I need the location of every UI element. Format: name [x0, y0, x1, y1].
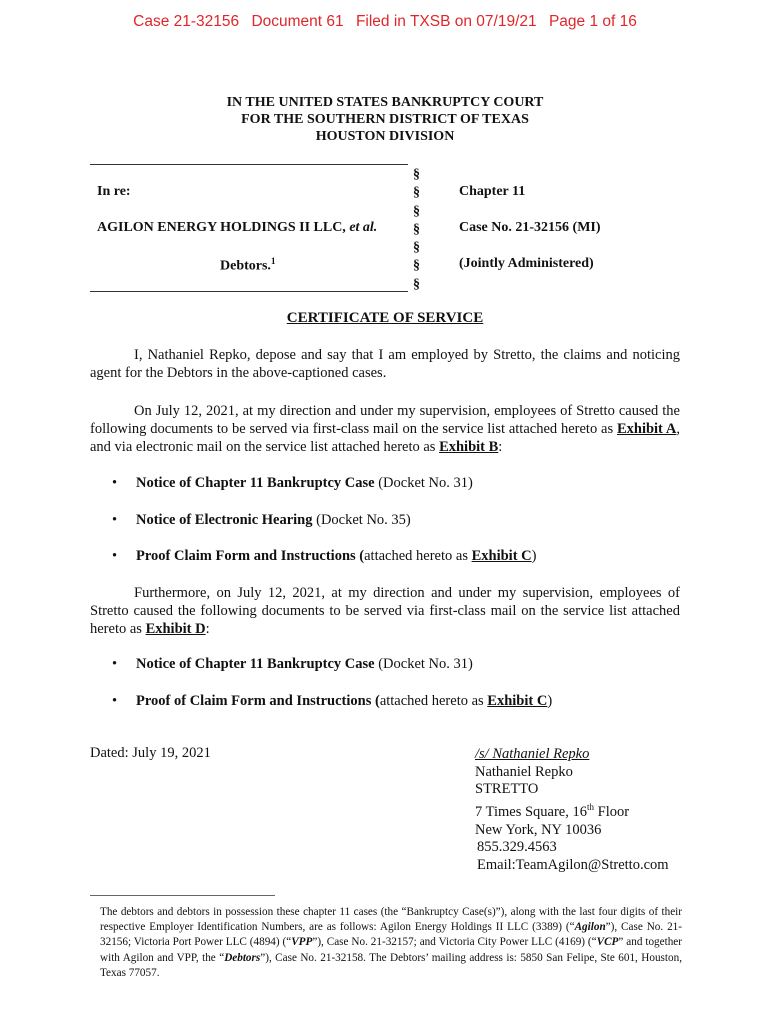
court-line-1: IN THE UNITED STATES BANKRUPTCY COURT — [226, 95, 544, 110]
case-number: Case No. 21-32156 (MI) — [459, 220, 601, 235]
header-filed: Filed in TXSB on 07/19/21 — [355, 13, 537, 30]
exhibit-b-ref: Exhibit B — [439, 439, 499, 455]
court-line-3: HOUSTON DIVISION — [315, 129, 455, 144]
paragraph-further-service — [90, 584, 680, 638]
signer-phone: 855.329.4563 — [477, 839, 557, 856]
paragraph-declarant-text: I, Nathaniel Repko, depose and say that I am employed by Stretto, the claims and noticing agent for the Debtors in the above-captioned cases. — [90, 347, 680, 381]
list-item: • Proof of Claim Form and Instructions (attached hereto as Exhibit C) — [112, 693, 553, 709]
section-symbol: § — [413, 240, 420, 256]
debtors-label-text: Debtors. — [220, 258, 271, 274]
paragraph-service-middle: , and via electronic mail on the service list attached hereto as — [90, 421, 681, 455]
section-symbol: § — [413, 185, 420, 201]
exhibit-c-ref: Exhibit C — [471, 548, 532, 564]
item-end: ) — [547, 693, 553, 709]
item-detail: (Docket No. 35) — [312, 512, 411, 528]
footnote-defined-term: VCP — [596, 936, 619, 949]
list-item: • Notice of Electronic Hearing (Docket No. 35) — [112, 512, 411, 528]
address-street: 7 Times Square, 16 — [475, 803, 587, 820]
address-ordinal: th — [587, 802, 595, 813]
list-item: • Notice of Chapter 11 Bankruptcy Case (Docket No. 31) — [112, 656, 473, 672]
document-title: CERTIFICATE OF SERVICE — [286, 310, 484, 326]
punctuation: : — [498, 439, 503, 455]
paragraph-service — [90, 402, 680, 456]
footnote — [100, 905, 682, 981]
debtor-name — [97, 220, 377, 236]
footnote-ref: 1 — [270, 256, 276, 266]
address-floor: Floor — [594, 803, 630, 820]
jointly-administered: (Jointly Administered) — [459, 256, 594, 271]
section-symbol: § — [413, 276, 420, 292]
header-page: Page 1 of 16 — [548, 13, 637, 30]
signer-email: Email:TeamAgilon@Stretto.com — [477, 857, 669, 874]
section-symbol: § — [413, 203, 420, 219]
signature-block — [475, 746, 669, 875]
item-title: Notice of Chapter 11 Bankruptcy Case — [136, 475, 375, 491]
in-re-label: In re: — [97, 184, 131, 199]
paragraph-further-text: Furthermore, on July 12, 2021, at my direction and under my supervision, employees of Stretto caused the following documents to be served via first-class mail on the service list attached hereto as — [90, 585, 680, 637]
footnote-defined-term: VPP — [291, 936, 313, 949]
signer-address-2: New York, NY 10036 — [475, 821, 602, 838]
paragraph-declarant — [90, 346, 680, 382]
dated-line: Dated: July 19, 2021 — [90, 745, 211, 761]
debtor-name-text: AGILON ENERGY HOLDINGS II LLC, — [97, 220, 346, 235]
header-document: Document 61 — [251, 13, 344, 30]
section-symbol-column — [413, 166, 429, 294]
signer-company: STRETTO — [475, 781, 539, 798]
court-line-2: FOR THE SOUTHERN DISTRICT OF TEXAS — [241, 112, 529, 127]
footnote-defined-term: Debtors — [224, 951, 261, 964]
footnote-rule — [90, 895, 275, 896]
item-title: Proof Claim Form and Instructions ( — [136, 548, 365, 564]
exhibit-a-ref: Exhibit A — [616, 421, 677, 437]
section-symbol: § — [413, 221, 420, 237]
item-title: Notice of Electronic Hearing — [136, 512, 313, 528]
footnote-text: ” and together with Agilon and VPP, the “ — [100, 936, 682, 964]
header-case: Case 21-32156 — [133, 13, 240, 30]
exhibit-d-ref: Exhibit D — [145, 621, 206, 637]
debtors-label — [220, 256, 275, 275]
et-al: et al. — [349, 220, 378, 235]
item-detail: (Docket No. 31) — [374, 656, 473, 672]
filing-header — [0, 13, 770, 31]
court-heading — [0, 94, 770, 145]
chapter-label: Chapter 11 — [459, 184, 526, 199]
section-symbol: § — [413, 258, 420, 274]
paragraph-service-text: On July 12, 2021, at my direction and under my supervision, employees of Stretto caused the following documents to be served via first-class mail on the service list attached hereto as — [90, 403, 680, 437]
footnote-text: The debtors and debtors in possession these chapter 11 cases (the “Bankruptcy Case(s)”), along with the last four digits of their respective Employer Identification Numbers, are as follows: Agilon Energy Holdings II LLC (3389) (“ — [100, 906, 682, 934]
list-item: • Proof Claim Form and Instructions (attached hereto as Exhibit C) — [112, 548, 537, 564]
footnote-text: ”), Case No. 21-32158. The Debtors’ mailing address is: 5850 San Felipe, Ste 601, Houston, Texas 77057. — [100, 951, 682, 979]
item-detail: attached hereto as — [364, 548, 472, 564]
list-item: • Notice of Chapter 11 Bankruptcy Case (Docket No. 31) — [112, 475, 473, 491]
item-end: ) — [531, 548, 537, 564]
footnote-text: ”), Case No. 21-32157; and Victoria City Power LLC (4169) (“ — [312, 936, 597, 949]
item-title: Notice of Chapter 11 Bankruptcy Case — [136, 656, 375, 672]
footnote-defined-term: Agilon — [574, 921, 606, 934]
caption-bottom-rule — [90, 291, 408, 292]
item-detail: (Docket No. 31) — [374, 475, 473, 491]
item-title: Proof of Claim Form and Instructions ( — [136, 693, 380, 709]
signer-address-1 — [475, 799, 669, 822]
signer-name: Nathaniel Repko — [475, 763, 573, 780]
exhibit-c-ref: Exhibit C — [487, 693, 548, 709]
footnote-text: ”), Case No. 21-32156; Victoria Port Power LLC (4894) (“ — [100, 921, 682, 949]
section-symbol: § — [413, 167, 420, 182]
punctuation: : — [205, 621, 210, 637]
item-detail: attached hereto as — [379, 693, 488, 709]
caption-top-rule — [90, 164, 408, 165]
electronic-signature: /s/ Nathaniel Repko — [475, 746, 590, 762]
